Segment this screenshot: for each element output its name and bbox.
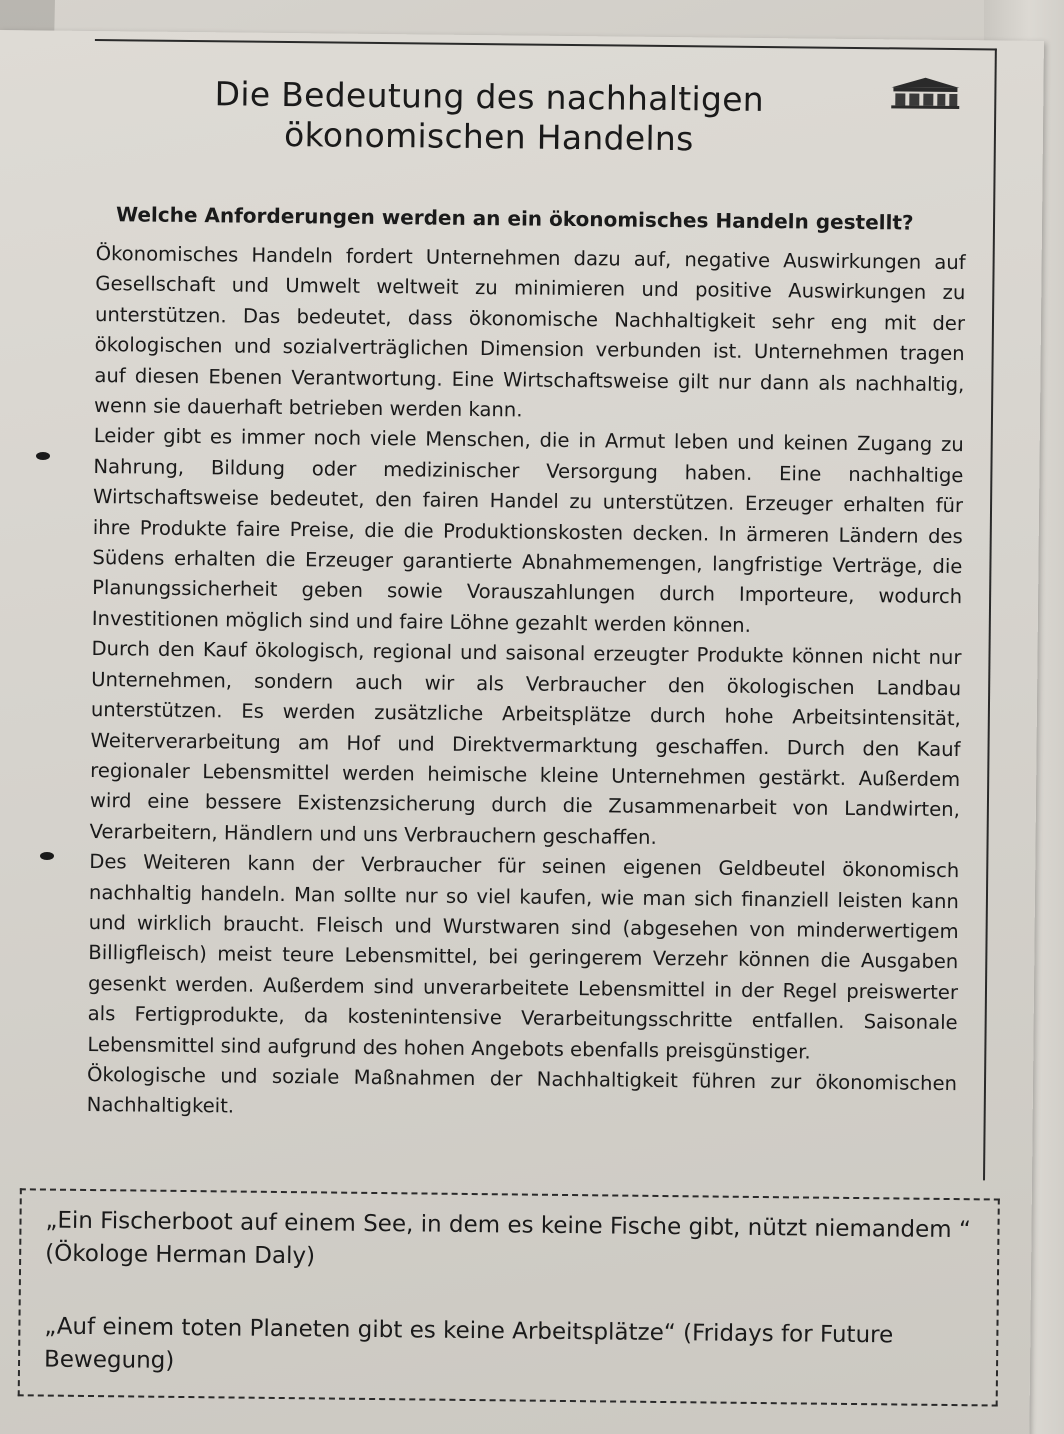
quote-1-text: „Ein Fischerboot auf einem See, in dem es keine Fische gibt, nützt niemandem “ <box>45 1207 972 1244</box>
quote-2-text: „Auf einem toten Planeten gibt es keine Arbeitsplätze“ (Fridays for Future Bewegung) <box>43 1313 894 1374</box>
title-line-2: ökonomischen Handelns <box>283 114 694 159</box>
page-title <box>189 74 790 160</box>
hole-punch-mark <box>40 852 54 860</box>
body-text <box>87 239 966 1130</box>
paragraph-4: Des Weiteren kann der Verbraucher für seinen eigenen Geldbeutel ökonomisch nachhaltig handeln. Man sollte nur so viel kaufen, wie man sich finanziell leisten kann und wirklich braucht. Fleisch und Wurstwaren sind (abgesehen von minderwertigem Billigfleisch) meist teure Lebensmittel, bei geringerem Verzehr können die Ausgaben gesenkt werden. Außerdem sind unverarbeitete Lebensmittel in der Regel preiswerter als Fertigprodukte, da kostenintensive Verarbeitungsschritte entfallen. Saisonale Lebensmittel sind aufgrund des hohen Angebots ebenfalls preisgünstiger. <box>87 850 960 1064</box>
hole-punch-mark <box>36 452 50 460</box>
guiding-question: Welche Anforderungen werden an ein ökonomisches Handeln gestellt? <box>115 202 914 235</box>
paragraph-1: Ökonomisches Handeln fordert Unternehmen dazu auf, negative Auswirkungen auf Gesellschaft und Umwelt weltweit zu minimieren und positive Auswirkungen zu unterstützen. Das bedeutet, dass ökonomische Nachhaltigkeit sehr eng mit der ökologischen und sozialverträglichen Dimension verbunden ist. Unternehmen tragen auf diesen Ebenen Verantwortung. Eine Wirtschaftsweise gilt nur dann als nachhaltig, wenn sie dauerhaft betrieben werden kann. <box>93 242 966 422</box>
quote-box <box>18 1188 1000 1406</box>
paragraph-5: Ökologische und soziale Maßnahmen der Nachhaltigkeit führen zur ökonomischen Nachhaltigkeit. <box>86 1062 958 1118</box>
school-building-icon <box>887 75 963 112</box>
paragraph-2: Leider gibt es immer noch viele Menschen, die in Armut leben und keinen Zugang zu Nahrung, Bildung oder medizinischer Versorgung haben. Eine nachhaltige Wirtschaftsweise bedeutet, den fairen Handel zu unterstützen. Erzeuger erhalten für ihre Produkte faire Preise, die die Produktionskosten decken. In ärmeren Ländern des Südens erhalten die Erzeuger garantierte Abnahmemengen, langfristige Verträge, die Planungssicherheit geben sowie Vorauszahlungen durch Importeure, wodurch Investitionen möglich sind und faire Löhne gezahlt werden können. <box>91 424 964 637</box>
worksheet-page <box>0 30 1044 1434</box>
quote-1-source: (Ökologe Herman Daly) <box>45 1240 316 1270</box>
title-line-1: Die Bedeutung des nachhaltigen <box>214 74 765 120</box>
paragraph-3: Durch den Kauf ökologisch, regional und saisonal erzeugter Produkte können nicht nur Unternehmen, sondern auch wir als Verbraucher den ökologischen Landbau unterstützen. Es werden zusätzliche Arbeitsplätze durch hohe Arbeitsintensität, Weiterverarbeitung am Hof und Direktvermarktung geschaffen. Durch den Kauf regionaler Lebensmittel werden heimische kleine Unternehmen gestärkt. Außerdem wird eine bessere Existenzsicherung durch die Zusammenarbeit von Landwirten, Verarbeitern, Händlern und uns Verbrauchern geschaffen. <box>89 637 962 849</box>
